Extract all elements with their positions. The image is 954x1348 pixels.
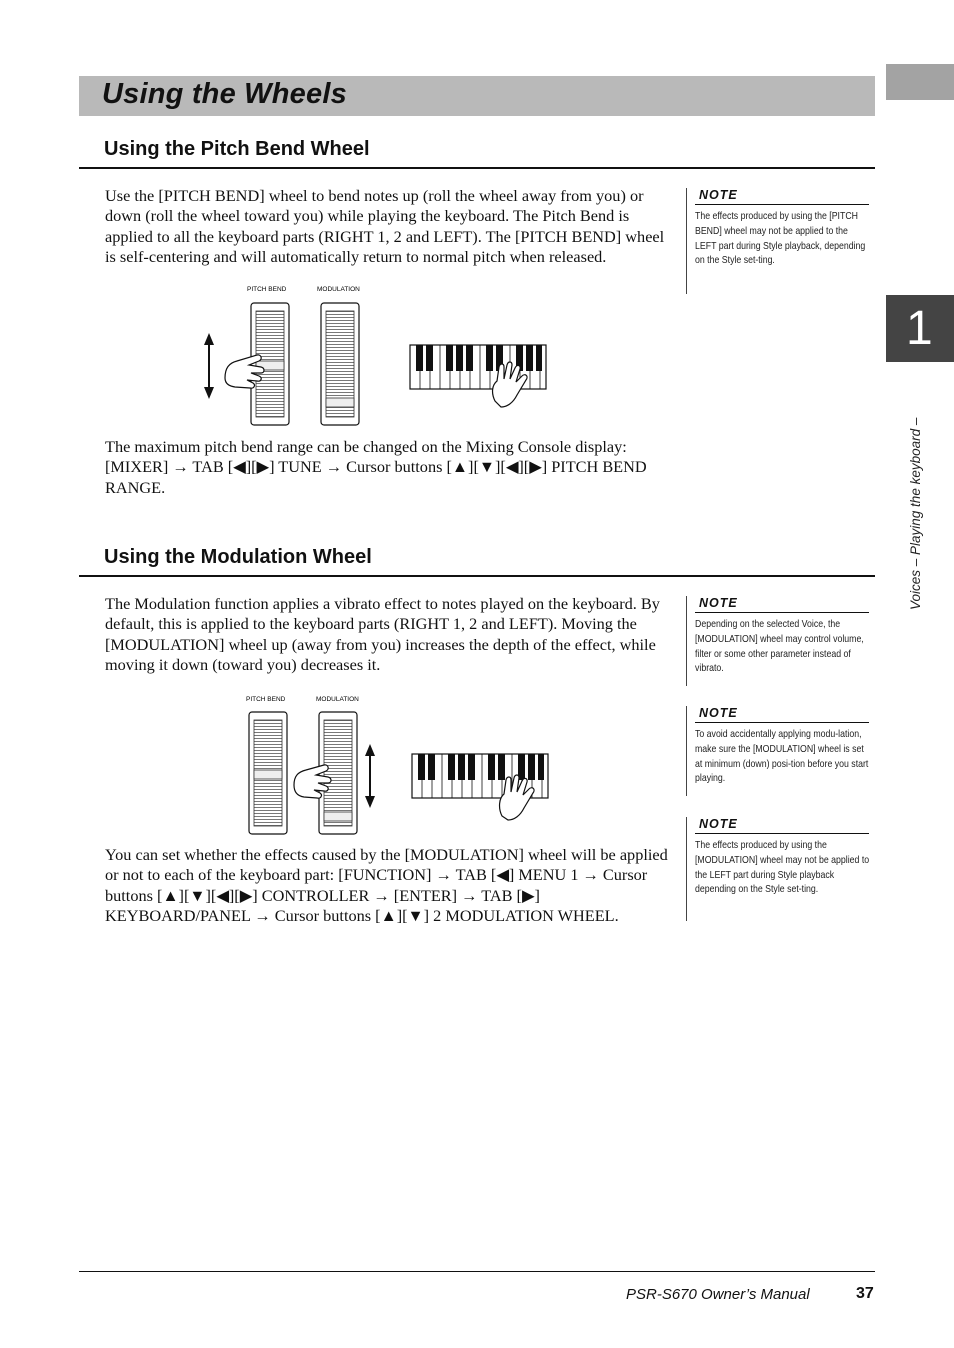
section-rule bbox=[79, 575, 875, 577]
note-label: NOTE bbox=[695, 596, 869, 613]
page-number: 37 bbox=[856, 1285, 874, 1302]
modulation-wheel bbox=[321, 303, 359, 425]
modulation-paragraph-1: The Modulation function applies a vibrato effect to notes played on the keyboard. By default, this is applied to the keyboard parts (RIGHT 1, 2 and LEFT). Moving the [MODULATION] wheel up (away from you) increases the depth of the effect, while moving it down (toward you) decreases it. bbox=[105, 594, 660, 675]
note-text: Depending on the selected Voice, the [MODULATION] wheel may control volume, filter or some other parameter instead of vibrato. bbox=[695, 619, 864, 675]
modulation-wheel-label: MODULATION bbox=[316, 696, 359, 703]
pitch-bend-paragraph-2: The maximum pitch bend range can be changed on the Mixing Console display: [MIXER] → TAB [◀][▶] TUNE → Cursor buttons [▲][▼][◀][▶] PITCH BEND RANGE. bbox=[105, 437, 647, 497]
modulation-paragraph-2: You can set whether the effects caused by the [MODULATION] wheel will be applied or not to each of the keyboard part: [FUNCTION] → TAB [◀] MENU 1 → Cursor buttons [▲][▼][◀][▶] CONTROLLER → [ENTER] → TAB [▶] KEYBOARD/PANEL → Cursor buttons [▲][▼] 2 MODULATION WHEEL. bbox=[105, 845, 668, 926]
footer-manual-title: PSR-S670 Owner’s Manual bbox=[626, 1286, 810, 1303]
side-chapter-label: Voices – Playing the keyboard – bbox=[908, 417, 923, 610]
note-text: The effects produced by using the [MODULATION] wheel may not be applied to the LEFT part during Style playback depending on the Style set-ting. bbox=[695, 840, 870, 896]
pitch-bend-wheel-label: PITCH BEND bbox=[247, 286, 287, 293]
pitch-bend-wheel bbox=[251, 303, 289, 425]
note-text: To avoid accidentally applying modu-lation, make sure the [MODULATION] wheel is set at minimum (down) posi-tion before you start playing. bbox=[695, 729, 869, 785]
pitch-bend-heading: Using the Pitch Bend Wheel bbox=[104, 138, 370, 160]
note-text: The effects produced by using the [PITCH BEND] wheel may not be applied to the LEFT part during Style playback, depending on the Style set-ting. bbox=[695, 211, 866, 267]
note-label: NOTE bbox=[695, 817, 869, 834]
pitch-bend-wheel bbox=[249, 712, 287, 834]
note-box bbox=[686, 596, 869, 686]
note-label: NOTE bbox=[695, 188, 869, 205]
pitch-bend-wheel-label: PITCH BEND bbox=[246, 696, 286, 703]
up-down-arrow-icon bbox=[365, 744, 375, 808]
pitch-bend-illustration bbox=[195, 283, 555, 428]
note-box bbox=[686, 817, 869, 921]
page-title: Using the Wheels bbox=[102, 78, 347, 110]
pitch-bend-paragraph-1: Use the [PITCH BEND] wheel to bend notes up (roll the wheel away from you) or down (roll the wheel toward you) while playing the keyboard. The Pitch Bend is applied to all the keyboard parts (RIGHT 1, 2 and LEFT). The [PITCH BEND] wheel is self-centering and will automatically return to normal pitch when released. bbox=[105, 186, 665, 267]
modulation-heading: Using the Modulation Wheel bbox=[104, 546, 372, 568]
modulation-illustration bbox=[240, 692, 560, 837]
up-down-arrow-icon bbox=[204, 333, 214, 399]
keyboard-illustration bbox=[410, 345, 546, 389]
note-box bbox=[686, 706, 869, 796]
modulation-wheel bbox=[319, 712, 357, 834]
section-rule bbox=[79, 167, 875, 169]
chapter-tab: 1 bbox=[886, 295, 954, 362]
top-side-tab bbox=[886, 64, 954, 100]
title-bar bbox=[79, 76, 875, 116]
modulation-wheel-label: MODULATION bbox=[317, 286, 360, 293]
note-box bbox=[686, 188, 869, 294]
note-label: NOTE bbox=[695, 706, 869, 723]
footer-rule bbox=[79, 1271, 875, 1272]
